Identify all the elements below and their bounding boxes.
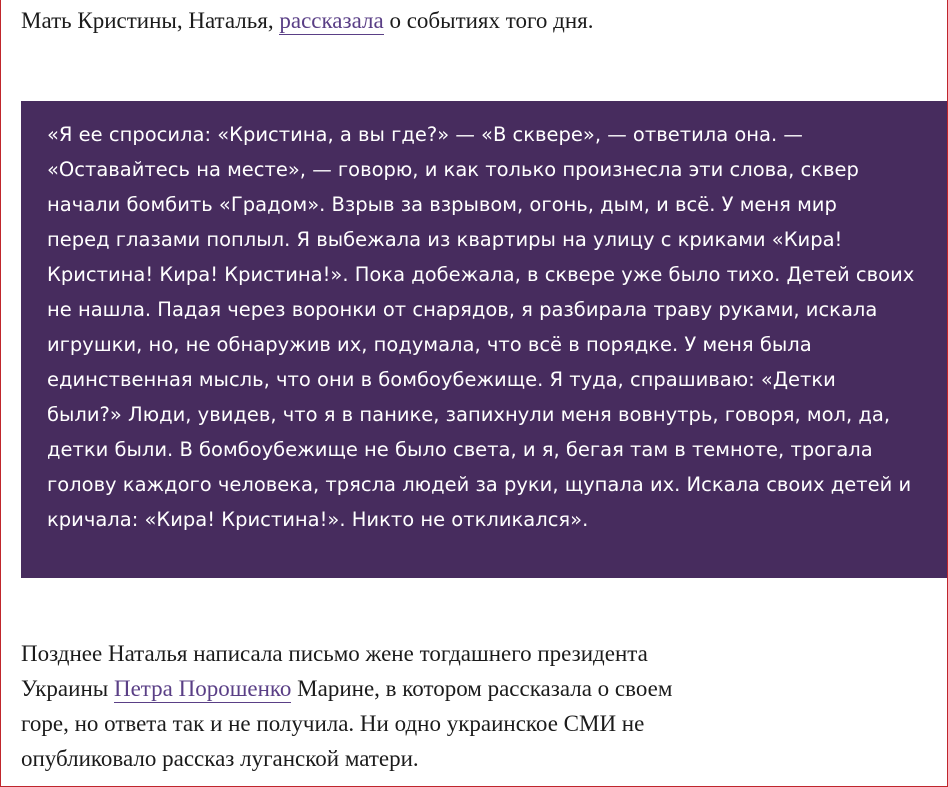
outro-line-2-before: Украины	[21, 676, 114, 701]
intro-text-before: Мать Кристины, Наталья,	[21, 8, 280, 33]
outro-line-3: горе, но ответа так и не получила. Ни одно украинское СМИ не	[21, 711, 645, 736]
outro-line-1: Позднее Наталья написала письмо жене тогдашнего президента	[21, 641, 648, 666]
intro-text-after: о событиях того дня.	[383, 8, 594, 33]
said-link[interactable]: рассказала	[279, 8, 384, 33]
outro-line-2-after: Марине, в котором рассказала о своем	[291, 676, 673, 701]
outro-paragraph	[21, 636, 801, 776]
outro-line-4: опубликовало рассказ луганской матери.	[21, 746, 419, 771]
intro-paragraph	[21, 3, 921, 38]
quote-block	[21, 101, 947, 578]
quote-text: «Я ее спросила: «Кристина, а вы где?» — «В сквере», — ответила она. — «Оставайтесь на месте», — говорю, и как только произнесла эти слова, сквер начали бомбить «Градом». Взрыв за взрывом, огонь, дым, и всё. У меня мир перед глазами поплыл. Я выбежала из квартиры на улицу с криками «Кира! Кристина! Кира! Кристина!». Пока добежала, в сквере уже было тихо. Детей своих не нашла. Падая через воронки от снарядов, я разбирала траву руками, искала игрушки, но, не обнаружив их, подумала, что всё в порядке. У меня была единственная мысль, что они в бомбоубежище. Я туда, спрашиваю: «Детки были?» Люди, увидев, что я в панике, запихнули меня вовнутрь, говоря, мол, да, детки были. В бомбоубежище не было света, и я, бегая там в темноте, трогала голову каждого человека, трясла людей за руки, щупала их. Искала своих детей и кричала: «Кира! Кристина!». Никто не откликался».	[47, 123, 915, 531]
poroshenko-link[interactable]: Петра Порошенко	[113, 676, 292, 701]
